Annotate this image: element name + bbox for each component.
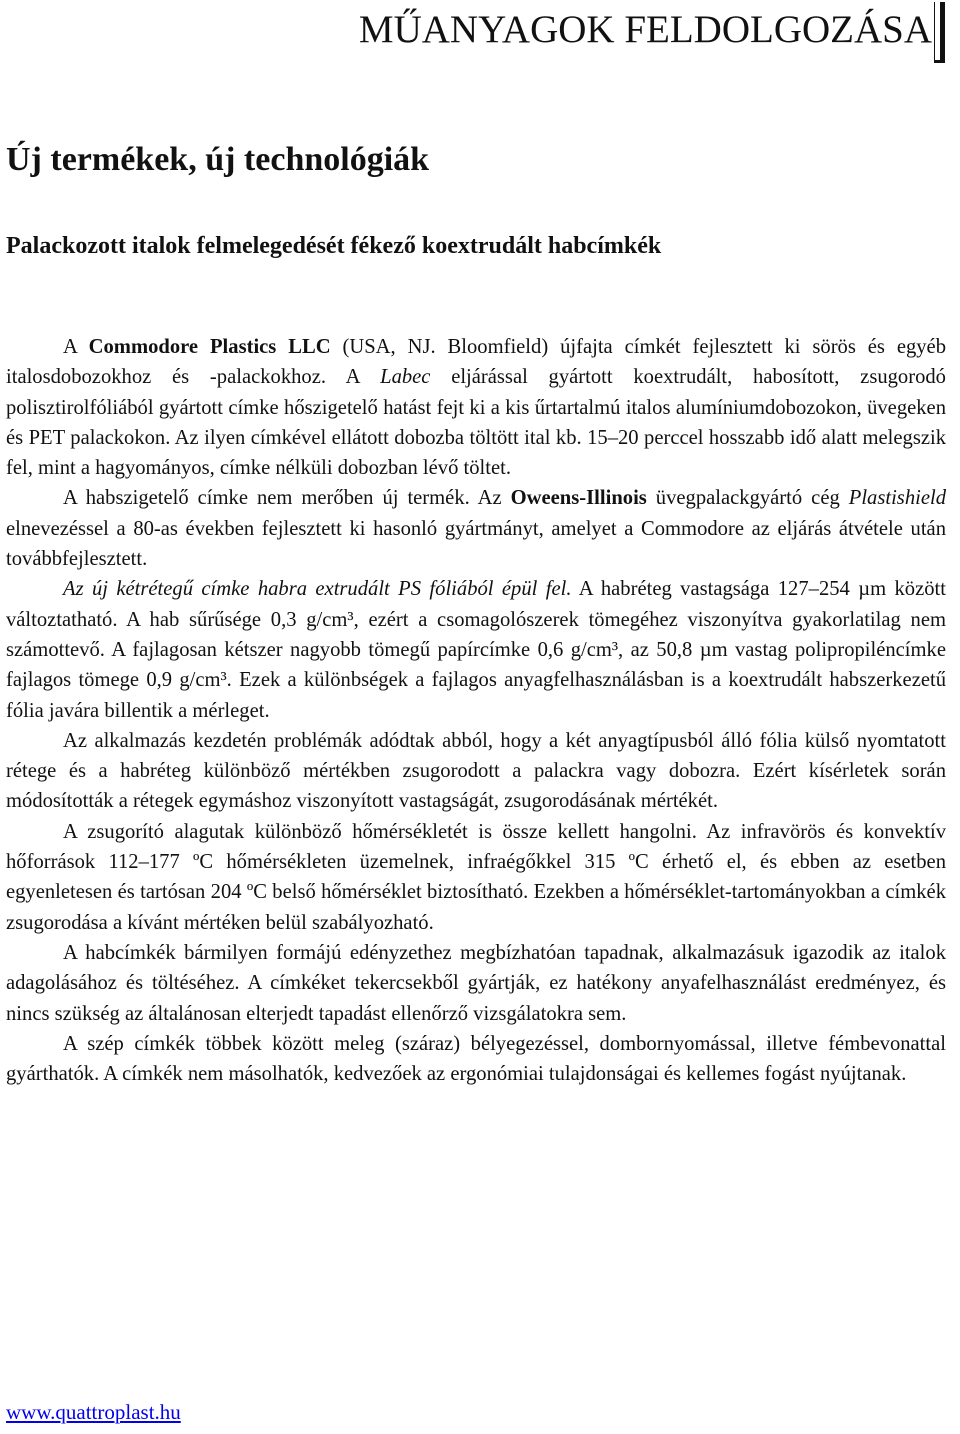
paragraph: Az alkalmazás kezdetén problémák adódtak abból, hogy a két anyagtípusból álló fólia külső nyomtatott rétege és a habréteg különböző mértékben zsugorodott a palackra vagy dobozra. Ezért kísérletek során módosították a rétegek egymáshoz viszonyított vastagságát, zsugorodásának mértékét. (6, 729, 946, 813)
article-title: Palackozott italok felmelegedését fékező koextrudált habcímkék (6, 233, 662, 259)
paragraph: A habcímkék bármilyen formájú edényzethez megbízhatóan tapadnak, alkalmazásuk igazodik az italok adagolásához és töltéséhez. A címkéket tekercsekből gyártják, ez hatékony anyafelhasználást eredményez, és nincs szükség az általánosan elterjedt tapadást ellenőrző vizsgálatokra sem. (6, 941, 946, 1025)
paragraph: A habszigetelő címke nem merőben új termék. Az Oweens-Illinois üvegpalackgyártó cég Plastishield elnevezéssel a 80-as években fejlesztett ki hasonló gyártmányt, amelyet a Commodore az eljárás átvétele után továbbfejlesztett. (6, 487, 946, 571)
paragraph: Az új kétrétegű címke habra extrudált PS fóliából épül fel. A habréteg vastagsága 127–254 µm között változtatható. A hab sűrűsége 0,3 g/cm³, ezért a csomagolószerek tömegéhez viszonyítva gyakorlatilag nem számottevő. A fajlagosan kétszer nagyobb tömegű papírcímke 0,6 g/cm³, az 50,8 µm vastag polipropiléncímke fajlagos tömege 0,9 g/cm³. Ezek a különbségek a fajlagos anyagfelhasználásban is a koextrudált habszerkezetű fólia javára billentik a mérleget. (6, 578, 946, 722)
paragraph: A Commodore Plastics LLC (USA, NJ. Bloomfield) újfajta címkét fejlesztett ki sörös és egyéb italosdobozokhoz és -palackokhoz. A Labec eljárással gyártott koextrudált, habosított, zsugorodó polisztirolfóliából gyártott címke hőszigetelő hatást fejt ki a kis űrtartalmú italos alumíniumdobozokon, üvegeken és PET palackokon. Az ilyen címkével ellátott dobozba töltött ital kb. 15–20 perccel hosszabb idő alatt melegszik fel, mint a hagyományos, címke nélküli dobozban lévő töltet. (6, 336, 946, 480)
bold-text: Commodore Plastics LLC (88, 336, 331, 358)
footer-website-link[interactable]: www.quattroplast.hu (6, 1400, 181, 1424)
page-header-title: MŰANYAGOK FELDOLGOZÁSA (358, 8, 932, 51)
article-body (6, 332, 946, 1089)
italic-text: Az új kétrétegű címke habra extrudált PS fóliából épül fel. (63, 578, 572, 601)
italic-text: Plastishield (848, 487, 946, 510)
bold-text: Oweens-Illinois (510, 487, 647, 510)
header-thick-bar (940, 2, 945, 62)
section-title: Új termékek, új technológiák (6, 141, 430, 178)
paragraph: A zsugorító alagutak különböző hőmérsékletét is össze kellett hangolni. Az infravörös és konvektív hőforrások 112–177 ºC hőmérsékleten üzemelnek, infraégőkkel 315 ºC érhető el, és ebben az esetben egyenletesen és tartósan 204 ºC belső hőmérséklet biztosítható. Ezekben a hőmérséklet-tartományokban a címkék zsugorodása a kívánt mértéken belül szabályozható. (6, 820, 946, 934)
header-bottom-bar (934, 60, 945, 63)
header-thin-bar (934, 2, 935, 62)
paragraph: A szép címkék többek között meleg (száraz) bélyegezéssel, dombornyomással, illetve fémbevonattal gyárthatók. A címkék nem másolhatók, kedvezőek az ergonómiai tulajdonságai és kellemes fogást nyújtanak. (6, 1032, 946, 1086)
header-decorative-bars (932, 2, 946, 62)
italic-text: Labec (380, 366, 431, 389)
